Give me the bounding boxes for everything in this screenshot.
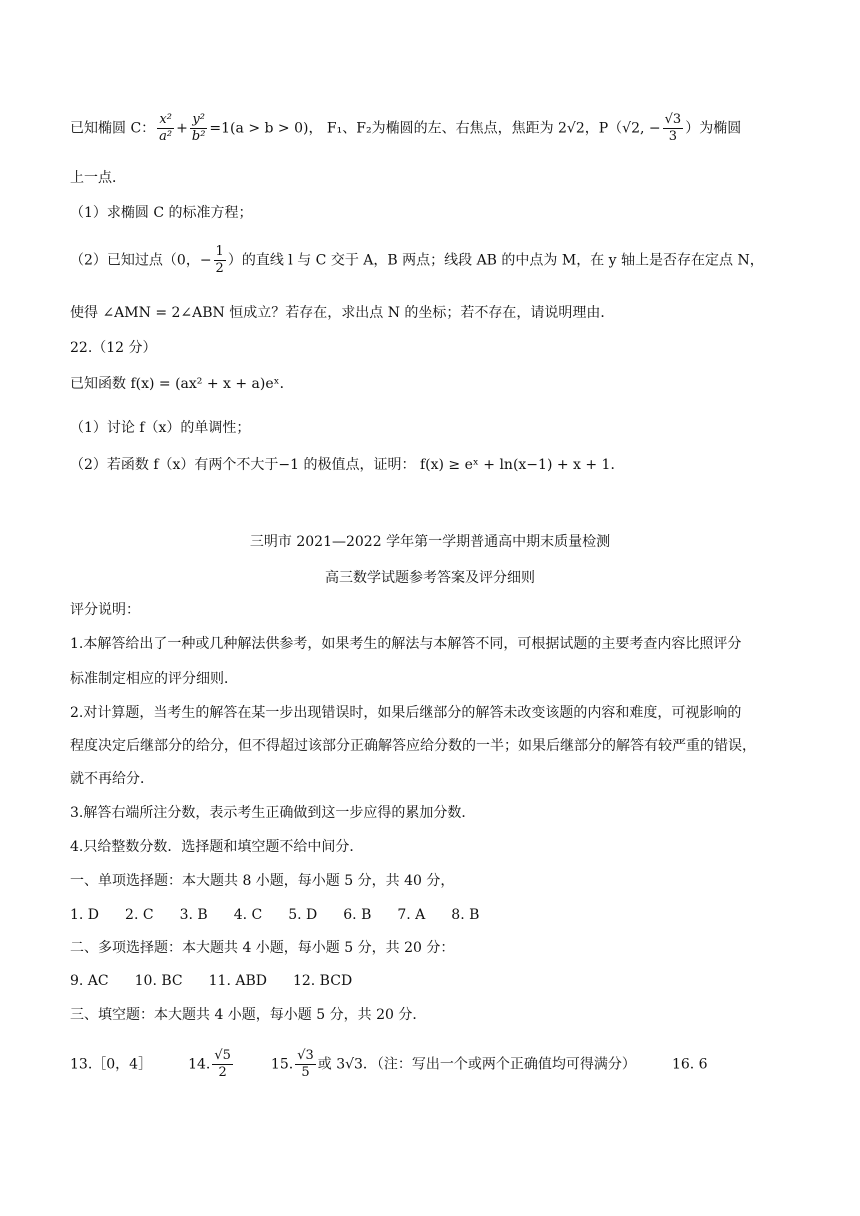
note-2-line3: 就不再给分． — [70, 771, 154, 787]
answer-subtitle: 高三数学试题参考答案及评分细则 — [325, 570, 535, 586]
answer-item: 9. AC — [70, 973, 109, 989]
fill-answer-row: 13.［0，4］ 14. $\frac{√5}{2}$ 15. $\frac{√3}{5}$ 或 3√3．（注：写出一个或两个正确值均可得满分） 16. 6 — [70, 1048, 708, 1080]
q21-intro-line2: 上一点． — [70, 170, 126, 186]
answer-item: 16. 6 — [671, 1056, 708, 1073]
note-3: 3.解答右端所注分数，表示考生正确做到这一步应得的累加分数． — [70, 805, 476, 821]
mc-answer-row — [70, 905, 479, 925]
fraction: $\frac{1}{2}$ — [215, 244, 224, 276]
note-2-line1: 2.对计算题，当考生的解答在某一步出现错误时，如果后继部分的解答未改变该题的内容和难度，可视影响的 — [70, 705, 742, 721]
q21-intro: 已知椭圆 C： $\frac{\text{x²}}{\text{a²}}$ + $\frac{\text{y²}}{\text{b²}}$ =1(a > b > 0)， F₁、F₂为椭圆的左、右焦点，焦距为 2√2，P（√2, − $\frac{√3}{3}$ ）为椭圆 — [70, 112, 742, 144]
q22-intro: 已知函数 f(x) = (ax² + x + a)eˣ． — [70, 376, 294, 392]
fraction: $\frac{√5}{2}$ — [214, 1048, 231, 1080]
fraction: $\frac{√3}{5}$ — [297, 1048, 314, 1080]
answer-title: 三明市 2021—2022 学年第一学期普通高中期末质量检测 — [249, 534, 611, 550]
fraction: $\frac{\text{x²}}{\text{a²}}$ — [159, 112, 173, 144]
scoring-header: 评分说明： — [70, 602, 140, 618]
answer-item: 8. B — [451, 907, 480, 923]
answer-item: 13.［0，4］ — [70, 1056, 153, 1073]
q21-part1: （1）求椭圆 C 的标准方程； — [70, 205, 253, 221]
q22-part2: （2）若函数 f（x）有两个不大于−1 的极值点，证明： f(x) ≥ eˣ + ln(x−1) + x + 1． — [70, 457, 625, 473]
note-1-line1: 1.本解答给出了一种或几种解法供参考，如果考生的解法与本解答不同，可根据试题的主要考查内容比照评分 — [70, 636, 742, 652]
answer-item: 6. B — [343, 907, 372, 923]
answer-item: 1. D — [70, 907, 100, 923]
answer-item: 5. D — [288, 907, 318, 923]
answer-item: 7. A — [397, 907, 426, 923]
section-1-heading: 一、单项选择题：本大题共 8 小题，每小题 5 分，共 40 分， — [70, 873, 455, 889]
section-3-heading: 三、填空题：本大题共 4 小题，每小题 5 分，共 20 分． — [70, 1007, 427, 1023]
answer-item: 3. B — [179, 907, 208, 923]
answer-item: 11. ABD — [208, 973, 267, 989]
note-1-line2: 标准制定相应的评分细则． — [70, 671, 238, 687]
note-4: 4.只给整数分数．选择题和填空题不给中间分． — [70, 839, 364, 855]
fraction: $\frac{\text{y²}}{\text{b²}}$ — [191, 112, 206, 144]
answer-item: 4. C — [233, 907, 263, 923]
section-2-heading: 二、多项选择题：本大题共 4 小题，每小题 5 分，共 20 分： — [70, 940, 455, 956]
q22-part1: （1）讨论 f（x）的单调性； — [70, 420, 251, 436]
answer-item: 12. BCD — [292, 973, 353, 989]
multi-answer-row — [70, 971, 352, 991]
q22-header: 22.（12 分） — [70, 340, 157, 356]
note-2-line2: 程度决定后继部分的给分，但不得超过该部分正确解答应给分数的一半；如果后继部分的解答有较严重的错误， — [70, 738, 756, 754]
q21-intro-text: 已知椭圆 C： — [70, 120, 156, 137]
answer-item: 2. C — [125, 907, 154, 923]
q21-part2-line2: 使得 ∠AMN = 2∠ABN 恒成立？若存在，求出点 N 的坐标；若不存在，请说明理由． — [70, 305, 615, 321]
fraction: $\frac{√3}{3}$ — [664, 112, 682, 144]
q21-part2: （2）已知过点（0，− $\frac{1}{2}$ ）的直线 l 与 C 交于 A，B 两点；线段 AB 的中点为 M，在 y 轴上是否存在定点 N， — [70, 244, 764, 276]
answer-item: 10. BC — [134, 973, 183, 989]
